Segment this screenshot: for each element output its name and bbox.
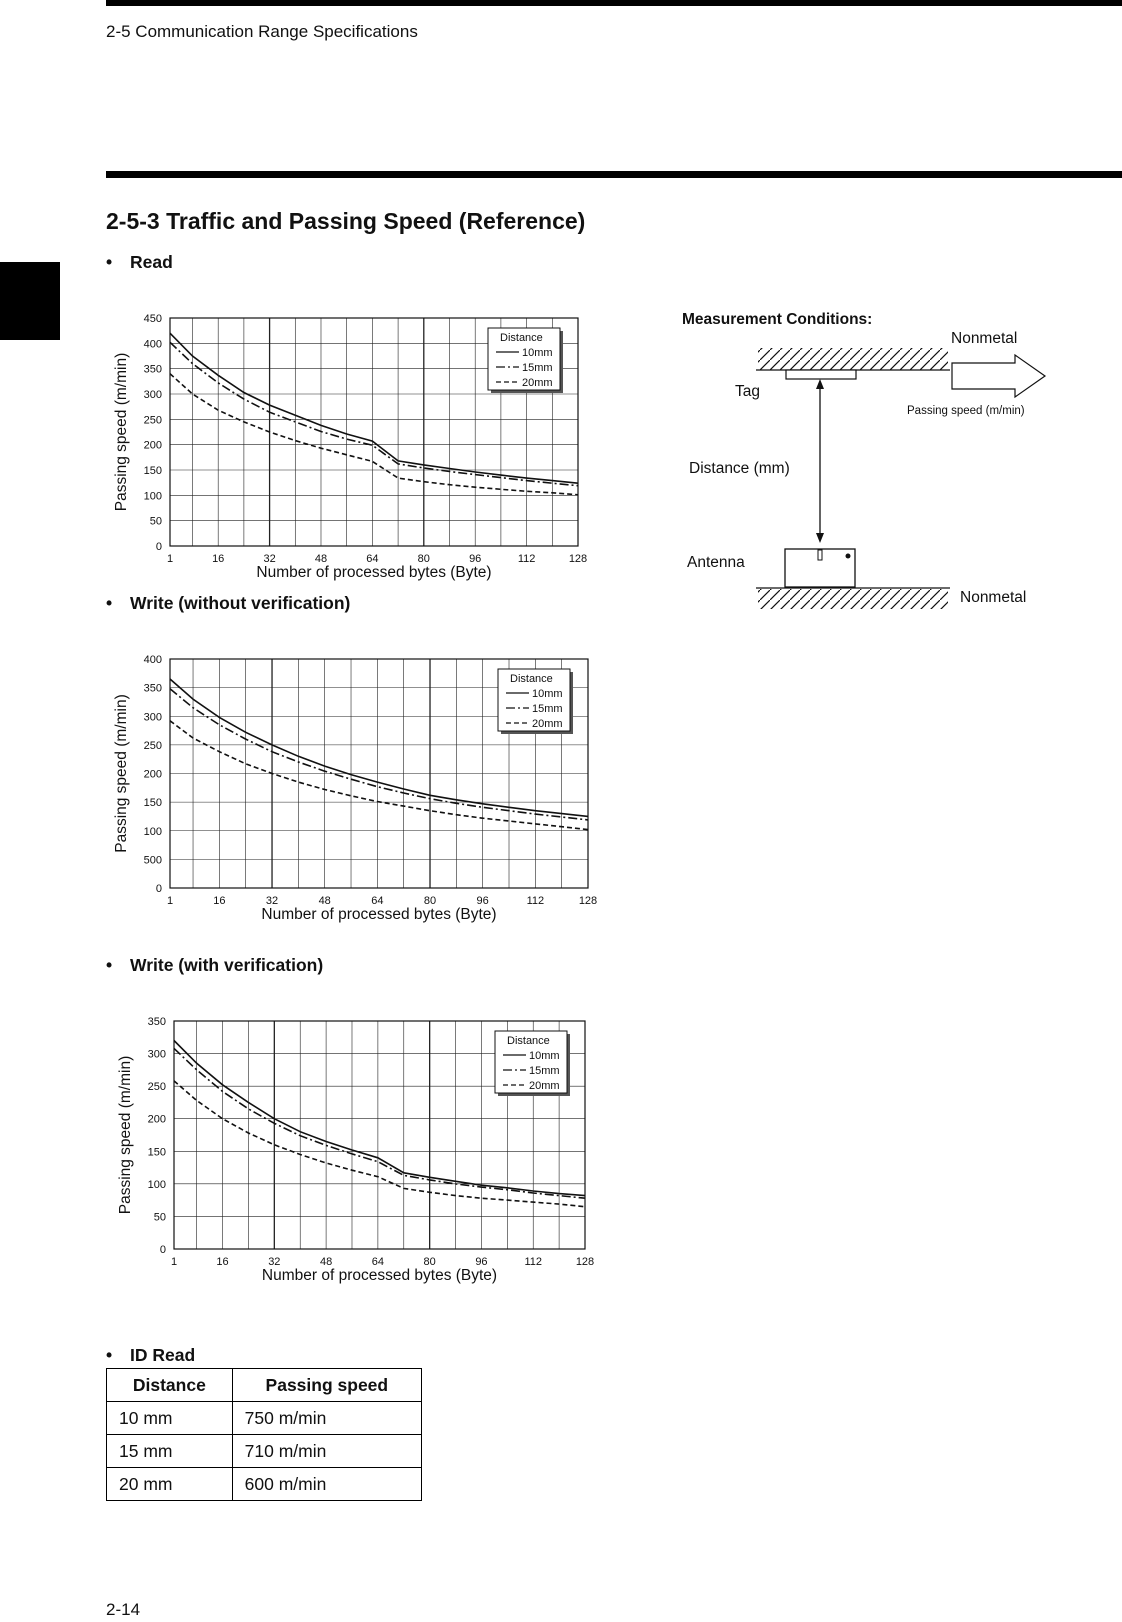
bullet-read: • Read [106, 252, 173, 272]
y-axis-label: Passing speed (m/min) [113, 352, 130, 512]
y-tick-label: 350 [147, 1016, 166, 1028]
antenna-indicator-icon [846, 554, 851, 559]
y-tick-label: 100 [147, 1178, 166, 1191]
distance-label: Distance (mm) [689, 460, 790, 477]
x-tick-label: 128 [578, 895, 598, 907]
y-tick-label: 450 [143, 313, 162, 325]
legend-entry-20mm: 20mm [522, 377, 553, 389]
y-tick-label: 350 [143, 682, 162, 695]
x-tick-label: 48 [319, 1256, 333, 1268]
x-tick-label: 48 [314, 553, 328, 565]
legend-entry-15mm: 15mm [532, 703, 563, 715]
top-hatch [758, 348, 948, 370]
y-tick-label: 200 [143, 439, 162, 452]
passing-direction-arrow-icon [952, 355, 1045, 397]
x-tick-label: 64 [371, 1256, 385, 1268]
chart-write-with-verification [117, 1016, 594, 1284]
table-header-passing-speed: Passing speed [232, 1369, 421, 1402]
running-header: 2-5 Communication Range Specifications [106, 22, 418, 41]
x-tick-label: 112 [526, 895, 545, 907]
x-tick-label: 128 [568, 553, 588, 565]
x-tick-label: 48 [318, 895, 331, 907]
y-tick-label: 0 [155, 541, 162, 553]
id-read-table [106, 1368, 422, 1501]
bullet-read-label: Read [130, 252, 173, 272]
y-tick-label: 150 [143, 465, 162, 477]
x-tick-label: 32 [265, 895, 279, 907]
legend-entry-20mm: 20mm [532, 718, 563, 730]
y-tick-label: 0 [155, 883, 162, 895]
table-row [107, 1402, 422, 1435]
y-tick-label: 500 [143, 854, 162, 867]
legend-title: Distance [507, 1035, 550, 1047]
legend-entry-10mm: 10mm [532, 688, 563, 700]
x-tick-label: 96 [476, 895, 489, 907]
legend-entry-15mm: 15mm [529, 1065, 560, 1077]
x-tick-label: 16 [216, 1256, 229, 1268]
legend-entry-15mm: 15mm [522, 362, 553, 374]
y-tick-label: 150 [143, 797, 162, 810]
x-tick-label: 96 [475, 1256, 488, 1268]
y-axis-label: Passing speed (m/min) [117, 1055, 134, 1215]
y-tick-label: 0 [159, 1244, 166, 1256]
distance-arrow-up-icon [816, 379, 824, 389]
table-cell: 600 m/min [232, 1468, 421, 1501]
x-tick-label: 112 [517, 553, 536, 565]
bullet-id-read: • ID Read [106, 1345, 196, 1365]
x-tick-label: 96 [469, 553, 482, 565]
x-tick-label: 80 [423, 895, 437, 907]
x-tick-label: 32 [268, 1256, 281, 1268]
table-cell: 750 m/min [232, 1402, 421, 1435]
y-tick-label: 50 [153, 1211, 166, 1224]
x-tick-label: 80 [417, 553, 430, 565]
x-tick-label: 112 [524, 1256, 542, 1268]
bottom-hatch [758, 589, 948, 609]
y-tick-label: 200 [143, 768, 162, 781]
table-header-row [107, 1369, 422, 1402]
y-tick-label: 300 [147, 1048, 166, 1061]
antenna-mark [818, 550, 822, 560]
y-tick-label: 50 [149, 515, 162, 528]
distance-arrow-down-icon [816, 533, 824, 543]
bullet-write-without-verification: • Write (without verification) [106, 593, 351, 613]
antenna-label: Antenna [687, 554, 745, 571]
passing-speed-label: Passing speed (m/min) [907, 405, 1025, 417]
legend-entry-20mm: 20mm [529, 1080, 560, 1092]
y-tick-label: 200 [147, 1113, 166, 1126]
bullet-write-v-label: Write (with verification) [130, 955, 324, 975]
bullet-write-nv-label: Write (without verification) [130, 593, 351, 613]
x-tick-label: 1 [166, 895, 174, 907]
x-tick-label: 32 [263, 553, 276, 565]
measurement-diagram [670, 300, 1070, 610]
tag-shape [786, 370, 856, 379]
tag-label: Tag [735, 383, 760, 400]
nonmetal-top-label: Nonmetal [951, 330, 1018, 347]
legend-entry-10mm: 10mm [522, 347, 553, 359]
measurement-title: Measurement Conditions: [682, 311, 873, 328]
y-axis-label: Passing speed (m/min) [113, 694, 130, 853]
table-cell: 20 mm [107, 1468, 233, 1501]
table-cell: 15 mm [107, 1435, 233, 1468]
x-axis-label: Number of processed bytes (Byte) [261, 1267, 498, 1284]
x-axis-label: Number of processed bytes (Byte) [261, 906, 497, 923]
page-number: 2-14 [106, 1600, 141, 1619]
legend-title: Distance [500, 332, 543, 344]
bullet-id-label: ID Read [130, 1345, 196, 1365]
y-tick-label: 150 [147, 1146, 166, 1159]
y-tick-label: 250 [143, 739, 162, 752]
chart-read [113, 313, 587, 581]
y-tick-label: 250 [147, 1081, 166, 1094]
y-tick-label: 400 [143, 338, 162, 351]
x-tick-label: 1 [170, 1256, 178, 1268]
x-tick-label: 64 [371, 895, 384, 907]
x-tick-label: 1 [166, 553, 174, 565]
x-tick-label: 128 [575, 1256, 595, 1268]
nonmetal-bottom-label: Nonmetal [960, 589, 1027, 606]
legend-title: Distance [510, 673, 553, 685]
bullet-write-with-verification: • Write (with verification) [106, 955, 324, 975]
table-row [107, 1435, 422, 1468]
x-tick-label: 16 [213, 895, 226, 907]
legend-entry-10mm: 10mm [529, 1050, 560, 1062]
y-tick-label: 300 [143, 711, 162, 724]
y-tick-label: 100 [143, 825, 162, 838]
y-tick-label: 350 [143, 363, 162, 376]
x-tick-label: 64 [366, 553, 379, 565]
y-tick-label: 300 [143, 389, 162, 401]
chart-write-without-verification [113, 654, 597, 923]
y-tick-label: 250 [143, 414, 162, 427]
x-axis-label: Number of processed bytes (Byte) [256, 564, 492, 581]
table-cell: 10 mm [107, 1402, 233, 1435]
y-tick-label: 100 [143, 490, 162, 503]
x-tick-label: 80 [423, 1256, 436, 1268]
table-cell: 710 m/min [232, 1435, 421, 1468]
section-heading: 2-5-3 Traffic and Passing Speed (Reference) [106, 208, 586, 234]
table-header-distance: Distance [107, 1369, 233, 1402]
x-tick-label: 16 [212, 553, 225, 565]
table-row [107, 1468, 422, 1501]
y-tick-label: 400 [143, 654, 162, 666]
